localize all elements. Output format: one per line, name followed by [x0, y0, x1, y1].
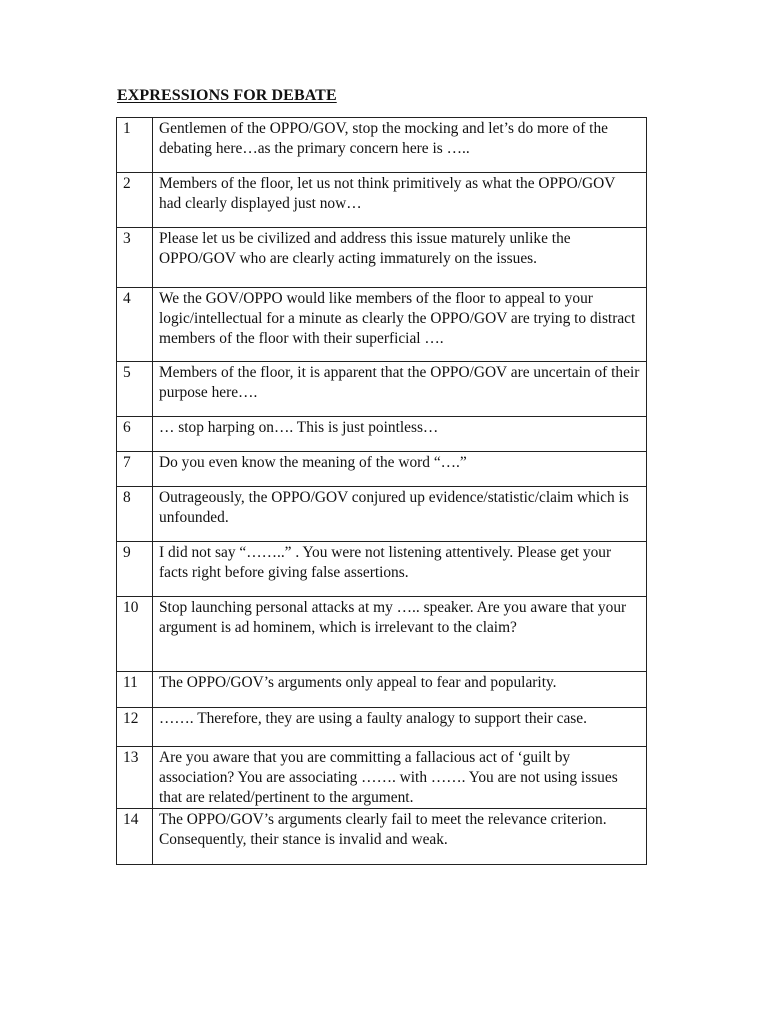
row-number: 8 [117, 487, 153, 542]
table-row [117, 487, 647, 542]
row-number: 7 [117, 452, 153, 487]
table-row [117, 809, 647, 865]
table-row [117, 288, 647, 362]
row-text: Do you even know the meaning of the word “….” [153, 452, 647, 487]
table-row [117, 747, 647, 809]
table-row [117, 708, 647, 747]
row-text: ……. Therefore, they are using a faulty analogy to support their case. [153, 708, 647, 747]
row-text: Members of the floor, it is apparent that the OPPO/GOV are uncertain of their purpose here…. [153, 362, 647, 417]
row-number: 2 [117, 173, 153, 228]
page-title: EXPRESSIONS FOR DEBATE [117, 87, 337, 104]
row-number: 6 [117, 417, 153, 452]
row-text: The OPPO/GOV’s arguments only appeal to fear and popularity. [153, 672, 647, 708]
table-row [117, 118, 647, 173]
row-number: 9 [117, 542, 153, 597]
row-text: Outrageously, the OPPO/GOV conjured up evidence/statistic/claim which is unfounded. [153, 487, 647, 542]
row-text: Gentlemen of the OPPO/GOV, stop the mocking and let’s do more of the debating here…as the primary concern here is ….. [153, 118, 647, 173]
row-text: I did not say “……..” . You were not listening attentively. Please get your facts right before giving false assertions. [153, 542, 647, 597]
table-row [117, 173, 647, 228]
row-number: 14 [117, 809, 153, 865]
row-text: Members of the floor, let us not think primitively as what the OPPO/GOV had clearly displayed just now… [153, 173, 647, 228]
row-number: 13 [117, 747, 153, 809]
row-text: We the GOV/OPPO would like members of the floor to appeal to your logic/intellectual for a minute as clearly the OPPO/GOV are trying to distract members of the floor with their superficial …. [153, 288, 647, 362]
row-text: Are you aware that you are committing a fallacious act of ‘guilt by association? You are associating ……. with ……. You are not using issues that are related/pertinent to the argument. [153, 747, 647, 809]
row-number: 3 [117, 228, 153, 288]
table-row [117, 362, 647, 417]
table-row [117, 672, 647, 708]
row-text: Please let us be civilized and address this issue maturely unlike the OPPO/GOV who are clearly acting immaturely on the issues. [153, 228, 647, 288]
row-text: … stop harping on…. This is just pointless… [153, 417, 647, 452]
row-number: 5 [117, 362, 153, 417]
row-text: The OPPO/GOV’s arguments clearly fail to meet the relevance criterion. Consequently, their stance is invalid and weak. [153, 809, 647, 865]
row-number: 12 [117, 708, 153, 747]
table-row [117, 452, 647, 487]
table-row [117, 228, 647, 288]
row-number: 11 [117, 672, 153, 708]
row-number: 1 [117, 118, 153, 173]
table-row [117, 542, 647, 597]
row-text: Stop launching personal attacks at my ….. speaker. Are you aware that your argument is ad hominem, which is irrelevant to the claim? [153, 597, 647, 672]
row-number: 10 [117, 597, 153, 672]
table-row [117, 417, 647, 452]
expressions-table [116, 117, 647, 865]
table-row [117, 597, 647, 672]
row-number: 4 [117, 288, 153, 362]
